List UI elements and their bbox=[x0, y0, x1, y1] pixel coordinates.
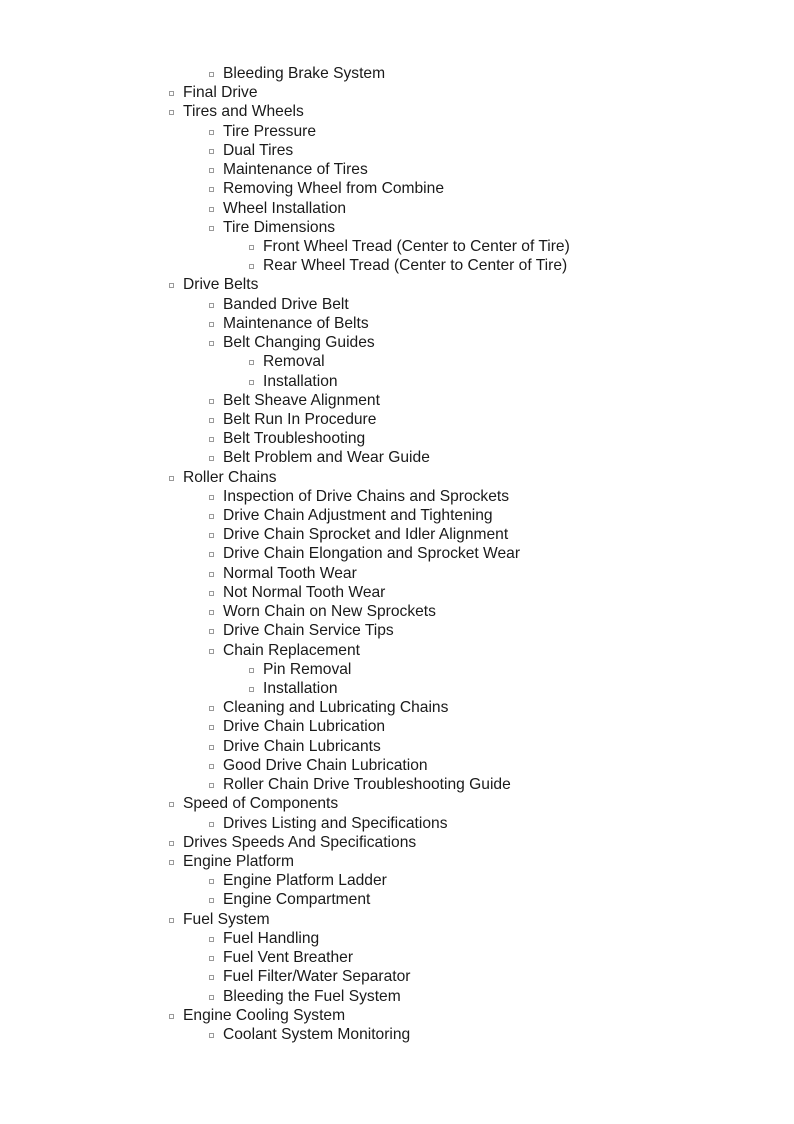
toc-item-label: Front Wheel Tread (Center to Center of Tire) bbox=[263, 237, 570, 255]
toc-item-label: Removing Wheel from Combine bbox=[223, 180, 444, 198]
square-bullet-icon bbox=[209, 898, 214, 903]
toc-item-level-2 bbox=[0, 1025, 794, 1044]
toc-item-level-2 bbox=[0, 448, 794, 467]
toc-item-level-2 bbox=[0, 544, 794, 563]
toc-item-label: Drives Listing and Specifications bbox=[223, 814, 448, 832]
toc-item-level-3 bbox=[0, 256, 794, 275]
toc-item-level-2 bbox=[0, 621, 794, 640]
toc-item-level-1 bbox=[0, 833, 794, 852]
square-bullet-icon bbox=[169, 860, 174, 865]
square-bullet-icon bbox=[209, 552, 214, 557]
square-bullet-icon bbox=[209, 514, 214, 519]
square-bullet-icon bbox=[209, 418, 214, 423]
square-bullet-icon bbox=[209, 495, 214, 500]
toc-item-label: Inspection of Drive Chains and Sprockets bbox=[223, 487, 510, 505]
toc-item-level-2 bbox=[0, 987, 794, 1006]
square-bullet-icon bbox=[209, 456, 214, 461]
square-bullet-icon bbox=[169, 110, 174, 115]
toc-item-label: Coolant System Monitoring bbox=[223, 1025, 411, 1043]
toc-item-label: Banded Drive Belt bbox=[223, 295, 349, 313]
toc-item-level-3 bbox=[0, 352, 794, 371]
toc-item-label: Speed of Components bbox=[183, 795, 339, 813]
toc-item-level-2 bbox=[0, 141, 794, 160]
square-bullet-icon bbox=[209, 783, 214, 788]
square-bullet-icon bbox=[209, 533, 214, 538]
toc-item-level-1 bbox=[0, 102, 794, 121]
table-of-contents bbox=[0, 64, 794, 1044]
toc-item-level-2 bbox=[0, 525, 794, 544]
toc-item-label: Fuel System bbox=[183, 910, 270, 928]
square-bullet-icon bbox=[209, 168, 214, 173]
square-bullet-icon bbox=[249, 687, 254, 692]
toc-item-label: Bleeding the Fuel System bbox=[223, 987, 401, 1005]
toc-item-level-2 bbox=[0, 122, 794, 141]
square-bullet-icon bbox=[249, 380, 254, 385]
toc-item-level-3 bbox=[0, 679, 794, 698]
toc-item-level-1 bbox=[0, 83, 794, 102]
toc-item-label: Pin Removal bbox=[263, 660, 352, 678]
toc-item-label: Installation bbox=[263, 372, 338, 390]
toc-item-label: Good Drive Chain Lubrication bbox=[223, 756, 428, 774]
toc-item-level-2 bbox=[0, 64, 794, 83]
toc-item-label: Drive Chain Lubricants bbox=[223, 737, 381, 755]
square-bullet-icon bbox=[209, 572, 214, 577]
toc-item-label: Fuel Vent Breather bbox=[223, 949, 354, 967]
square-bullet-icon bbox=[209, 822, 214, 827]
square-bullet-icon bbox=[209, 187, 214, 192]
toc-item-level-2 bbox=[0, 756, 794, 775]
toc-item-label: Fuel Filter/Water Separator bbox=[223, 968, 411, 986]
toc-item-label: Engine Platform Ladder bbox=[223, 872, 387, 890]
toc-item-label: Roller Chains bbox=[183, 468, 277, 486]
toc-item-level-1 bbox=[0, 794, 794, 813]
toc-item-level-2 bbox=[0, 429, 794, 448]
toc-item-label: Worn Chain on New Sprockets bbox=[223, 603, 436, 621]
toc-item-label: Not Normal Tooth Wear bbox=[223, 583, 386, 601]
toc-item-label: Belt Troubleshooting bbox=[223, 430, 366, 448]
toc-item-level-2 bbox=[0, 890, 794, 909]
toc-item-level-2 bbox=[0, 583, 794, 602]
toc-item-level-2 bbox=[0, 967, 794, 986]
toc-item-level-2 bbox=[0, 717, 794, 736]
toc-item-level-2 bbox=[0, 199, 794, 218]
toc-item-label: Maintenance of Tires bbox=[223, 161, 368, 179]
square-bullet-icon bbox=[249, 360, 254, 365]
square-bullet-icon bbox=[209, 341, 214, 346]
toc-item-label: Belt Problem and Wear Guide bbox=[223, 449, 430, 467]
toc-item-level-1 bbox=[0, 1006, 794, 1025]
toc-item-label: Drive Chain Elongation and Sprocket Wear bbox=[223, 545, 521, 563]
toc-item-level-2 bbox=[0, 314, 794, 333]
square-bullet-icon bbox=[209, 130, 214, 135]
toc-item-label: Engine Cooling System bbox=[183, 1006, 346, 1024]
toc-item-level-2 bbox=[0, 948, 794, 967]
square-bullet-icon bbox=[209, 437, 214, 442]
square-bullet-icon bbox=[209, 706, 214, 711]
toc-item-level-1 bbox=[0, 468, 794, 487]
toc-item-label: Tires and Wheels bbox=[183, 103, 304, 121]
square-bullet-icon bbox=[209, 1033, 214, 1038]
square-bullet-icon bbox=[209, 725, 214, 730]
toc-item-level-2 bbox=[0, 506, 794, 525]
toc-item-level-3 bbox=[0, 372, 794, 391]
square-bullet-icon bbox=[209, 879, 214, 884]
square-bullet-icon bbox=[249, 264, 254, 269]
square-bullet-icon bbox=[209, 610, 214, 615]
square-bullet-icon bbox=[249, 245, 254, 250]
toc-item-label: Bleeding Brake System bbox=[223, 65, 386, 82]
toc-item-level-2 bbox=[0, 602, 794, 621]
toc-item-label: Wheel Installation bbox=[223, 199, 347, 217]
toc-item-level-2 bbox=[0, 737, 794, 756]
square-bullet-icon bbox=[169, 841, 174, 846]
toc-item-level-1 bbox=[0, 275, 794, 294]
square-bullet-icon bbox=[249, 668, 254, 673]
toc-item-label: Rear Wheel Tread (Center to Center of Tire) bbox=[263, 257, 568, 275]
toc-item-label: Engine Compartment bbox=[223, 891, 371, 909]
toc-item-label: Drive Belts bbox=[183, 276, 259, 294]
toc-item-label: Drive Chain Sprocket and Idler Alignment bbox=[223, 526, 509, 544]
toc-item-label: Final Drive bbox=[183, 84, 258, 102]
toc-item-level-2 bbox=[0, 333, 794, 352]
toc-item-label: Drive Chain Service Tips bbox=[223, 622, 394, 640]
toc-item-label: Drive Chain Adjustment and Tightening bbox=[223, 507, 493, 525]
square-bullet-icon bbox=[169, 1014, 174, 1019]
toc-item-label: Drive Chain Lubrication bbox=[223, 718, 386, 736]
square-bullet-icon bbox=[209, 629, 214, 634]
square-bullet-icon bbox=[209, 937, 214, 942]
square-bullet-icon bbox=[209, 975, 214, 980]
toc-item-level-2 bbox=[0, 487, 794, 506]
toc-item-level-1 bbox=[0, 852, 794, 871]
toc-item-level-2 bbox=[0, 871, 794, 890]
toc-item-label: Normal Tooth Wear bbox=[223, 564, 357, 582]
toc-item-level-2 bbox=[0, 641, 794, 660]
toc-item-label: Tire Dimensions bbox=[223, 218, 336, 236]
square-bullet-icon bbox=[209, 591, 214, 596]
square-bullet-icon bbox=[169, 283, 174, 288]
toc-item-label: Belt Changing Guides bbox=[223, 334, 375, 352]
toc-item-label: Dual Tires bbox=[223, 141, 294, 159]
square-bullet-icon bbox=[209, 649, 214, 654]
toc-item-label: Tire Pressure bbox=[223, 122, 317, 140]
toc-item-level-2 bbox=[0, 814, 794, 833]
square-bullet-icon bbox=[209, 226, 214, 231]
toc-item-level-2 bbox=[0, 295, 794, 314]
square-bullet-icon bbox=[209, 745, 214, 750]
square-bullet-icon bbox=[209, 207, 214, 212]
square-bullet-icon bbox=[169, 918, 174, 923]
toc-item-label: Maintenance of Belts bbox=[223, 314, 369, 332]
toc-item-label: Drives Speeds And Specifications bbox=[183, 833, 417, 851]
toc-item-level-2 bbox=[0, 775, 794, 794]
square-bullet-icon bbox=[209, 322, 214, 327]
square-bullet-icon bbox=[209, 72, 214, 77]
toc-item-label: Engine Platform bbox=[183, 852, 294, 870]
square-bullet-icon bbox=[209, 995, 214, 1000]
square-bullet-icon bbox=[209, 399, 214, 404]
square-bullet-icon bbox=[169, 91, 174, 96]
toc-item-level-2 bbox=[0, 160, 794, 179]
toc-item-label: Installation bbox=[263, 680, 338, 697]
toc-item-label: Roller Chain Drive Troubleshooting Guide bbox=[223, 776, 511, 794]
square-bullet-icon bbox=[209, 149, 214, 154]
toc-item-label: Fuel Handling bbox=[223, 929, 320, 947]
square-bullet-icon bbox=[209, 764, 214, 769]
toc-item-level-1 bbox=[0, 910, 794, 929]
square-bullet-icon bbox=[169, 476, 174, 481]
square-bullet-icon bbox=[169, 802, 174, 807]
toc-item-level-2 bbox=[0, 391, 794, 410]
toc-item-label: Removal bbox=[263, 353, 325, 371]
toc-item-label: Belt Sheave Alignment bbox=[223, 391, 380, 409]
toc-item-label: Chain Replacement bbox=[223, 641, 360, 659]
toc-item-level-3 bbox=[0, 237, 794, 256]
toc-item-level-2 bbox=[0, 564, 794, 583]
toc-item-level-2 bbox=[0, 929, 794, 948]
square-bullet-icon bbox=[209, 303, 214, 308]
toc-item-level-2 bbox=[0, 218, 794, 237]
toc-item-level-2 bbox=[0, 698, 794, 717]
toc-item-level-2 bbox=[0, 410, 794, 429]
toc-item-label: Cleaning and Lubricating Chains bbox=[223, 699, 449, 717]
toc-item-label: Belt Run In Procedure bbox=[223, 410, 377, 428]
toc-item-level-2 bbox=[0, 179, 794, 198]
toc-item-level-3 bbox=[0, 660, 794, 679]
square-bullet-icon bbox=[209, 956, 214, 961]
